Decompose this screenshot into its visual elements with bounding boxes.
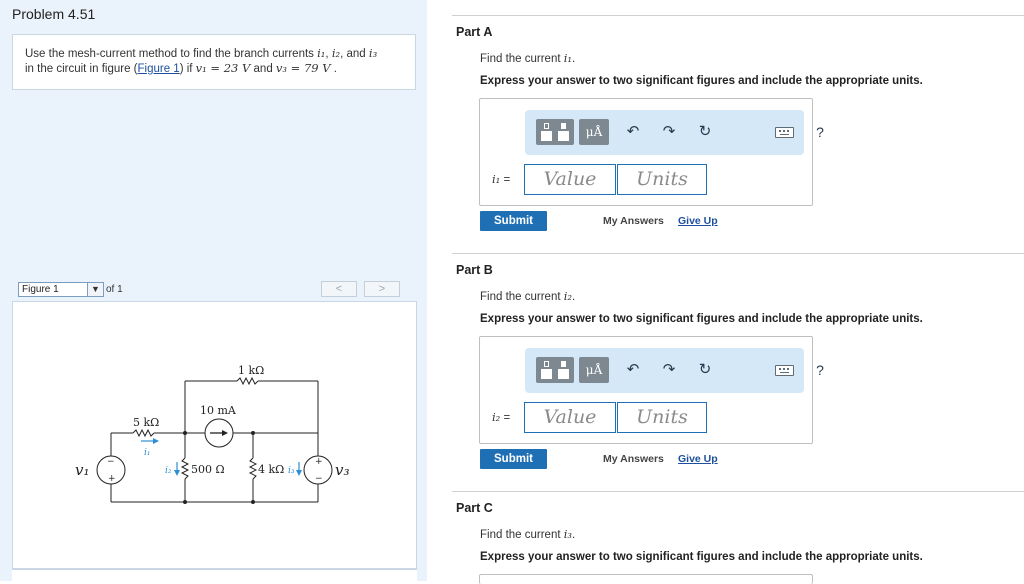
problem-panel: [0, 0, 427, 581]
find-var: i₂: [563, 289, 573, 303]
i3-arrow-icon: [296, 470, 302, 476]
part-b-express: Express your answer to two significant figures and include the appropriate units.: [480, 313, 923, 325]
statement-and-2: and: [250, 63, 276, 75]
i1-arrow-icon: [153, 438, 159, 444]
part-a-give-up[interactable]: Give Up: [678, 215, 718, 227]
units-button[interactable]: μÅ: [579, 357, 609, 383]
statement-v3: v₃ = 79 V: [275, 61, 331, 75]
figure-box-bottom: [12, 569, 417, 582]
redo-icon[interactable]: ↷: [662, 123, 676, 140]
keyboard-icon[interactable]: [775, 127, 794, 138]
resistor-5k: [133, 430, 154, 436]
part-b-title: Part B: [456, 263, 493, 277]
figure-select-value: Figure 1: [22, 284, 59, 295]
part-b-value-input[interactable]: Value: [524, 402, 616, 433]
part-b-var-label: [492, 410, 510, 424]
part-b-units-input[interactable]: Units: [617, 402, 707, 433]
label-i1: i₁: [144, 448, 151, 458]
statement-sep: ,: [325, 48, 332, 60]
help-icon[interactable]: ?: [816, 362, 824, 378]
statement-end: .: [330, 63, 337, 75]
v3-minus: −: [315, 474, 323, 484]
label-r-left: 5 kΩ: [133, 416, 160, 429]
templates-icon[interactable]: [536, 119, 574, 145]
v1-plus: +: [108, 474, 116, 484]
find-text: Find the current: [480, 53, 564, 65]
equals: =: [500, 174, 511, 186]
divider: [452, 15, 1024, 16]
statement-text-2: in the circuit in figure (: [25, 63, 138, 75]
statement-i3: i₃: [368, 46, 378, 60]
figure-count: of 1: [106, 284, 123, 295]
keyboard-icon[interactable]: [775, 365, 794, 376]
source-arrow-icon: [222, 430, 228, 436]
part-b-my-answers[interactable]: My Answers: [603, 453, 664, 465]
part-a-value-input[interactable]: Value: [524, 164, 616, 195]
find-var: i₃: [563, 527, 573, 541]
resistor-4k: [250, 458, 256, 479]
find-var: i₁: [563, 51, 573, 65]
help-icon[interactable]: ?: [816, 124, 824, 140]
redo-icon[interactable]: ↷: [662, 361, 676, 378]
var: i₁: [492, 172, 501, 186]
part-a-answer-box: [479, 98, 824, 206]
statement-i2: i₂: [331, 46, 341, 60]
part-a-my-answers[interactable]: My Answers: [603, 215, 664, 227]
var: i₂: [492, 410, 501, 424]
templates-icon[interactable]: [536, 357, 574, 383]
v1-minus: −: [107, 457, 115, 467]
v3-plus: +: [315, 457, 323, 467]
part-a-find: [480, 51, 575, 65]
statement-v1: v₁ = 23 V: [195, 61, 251, 75]
find-end: .: [572, 529, 576, 541]
figure-select[interactable]: [18, 282, 104, 297]
part-c-answer-box: [479, 574, 813, 584]
prev-figure-button[interactable]: <: [321, 281, 357, 297]
math-toolbar: [525, 110, 824, 155]
reset-icon[interactable]: ↻: [698, 361, 712, 378]
reset-icon[interactable]: ↻: [698, 123, 712, 140]
statement-i1: i₁: [317, 46, 326, 60]
equals: =: [500, 412, 511, 424]
label-r-mid: 500 Ω: [191, 463, 225, 476]
circuit-diagram: [13, 302, 416, 568]
figure-box: [12, 301, 417, 569]
resistor-1k: [237, 378, 258, 384]
label-r-top: 1 kΩ: [238, 364, 265, 377]
undo-icon[interactable]: ↶: [626, 361, 640, 378]
find-end: .: [572, 291, 576, 303]
problem-statement-box: [12, 34, 416, 90]
part-b-answer-box: [479, 336, 824, 444]
statement-mid: ) if: [179, 63, 196, 75]
part-c-express: Express your answer to two significant figures and include the appropriate units.: [480, 551, 923, 563]
problem-statement: [25, 46, 409, 76]
part-a-express: Express your answer to two significant figures and include the appropriate units.: [480, 75, 923, 87]
part-c-find: [480, 527, 575, 541]
find-end: .: [572, 53, 576, 65]
part-a-title: Part A: [456, 25, 493, 39]
figure-link[interactable]: Figure 1: [137, 63, 180, 75]
units-button[interactable]: μÅ: [579, 119, 609, 145]
statement-text: Use the mesh-current method to find the branch currents: [25, 48, 318, 60]
next-figure-button[interactable]: >: [364, 281, 400, 297]
find-text: Find the current: [480, 529, 564, 541]
divider: [452, 253, 1024, 254]
undo-icon[interactable]: ↶: [626, 123, 640, 140]
math-toolbar: [525, 348, 824, 393]
resistor-500: [182, 458, 188, 479]
part-b-find: [480, 289, 575, 303]
part-a-submit-button[interactable]: Submit: [480, 211, 547, 231]
find-text: Find the current: [480, 291, 564, 303]
part-b-give-up[interactable]: Give Up: [678, 453, 718, 465]
label-i2: i₂: [165, 466, 172, 476]
part-a-units-input[interactable]: Units: [617, 164, 707, 195]
part-b-submit-button[interactable]: Submit: [480, 449, 547, 469]
label-source-current: 10 mA: [200, 404, 236, 417]
statement-and: , and: [340, 48, 369, 60]
label-r-right: 4 kΩ: [258, 463, 285, 476]
i2-arrow-icon: [174, 470, 180, 476]
part-c-title: Part C: [456, 501, 493, 515]
label-i3: i₃: [288, 466, 295, 476]
divider: [452, 491, 1024, 492]
chevron-down-icon[interactable]: ▼: [87, 283, 103, 296]
label-v1: v₁: [75, 461, 90, 479]
part-a-var-label: [492, 172, 510, 186]
problem-title: Problem 4.51: [12, 6, 96, 22]
label-v3: v₃: [335, 461, 350, 479]
